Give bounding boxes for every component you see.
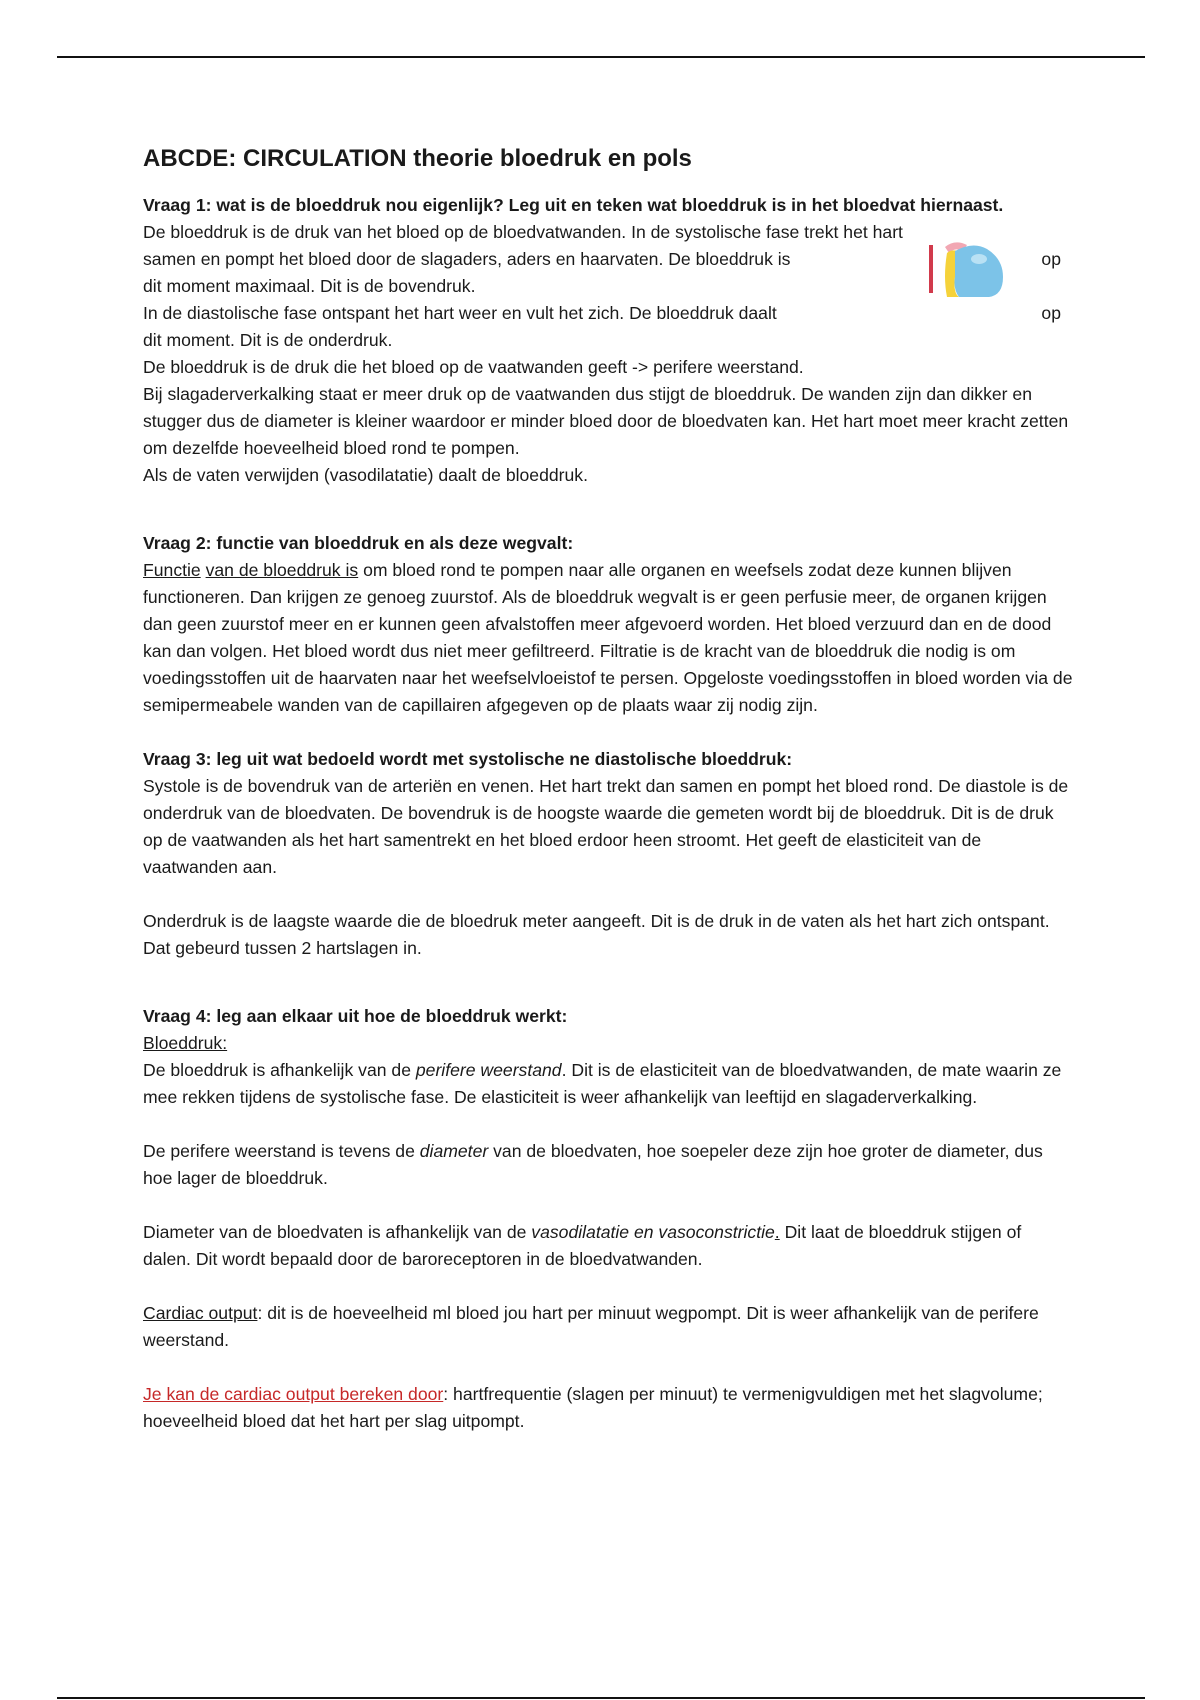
question-4-paragraph-5: Je kan de cardiac output bereken door: hartfrequentie (slagen per minuut) te vermenigvuldigen met het slagvolume; hoeveelheid bloed dat het hart per slag uitpompt.	[143, 1384, 1043, 1431]
question-2-answer	[143, 557, 1073, 719]
q1-line-3: dit moment maximaal. Dit is de bovendruk.	[143, 276, 476, 296]
page-title: ABCDE: CIRCULATION theorie bloedruk en pols	[143, 145, 692, 172]
q2-body: om bloed rond te pompen naar alle organen en weefsels zodat deze kunnen blijven functioneren. Dan krijgen ze genoeg zuurstof. Als de bloeddruk wegvalt is er geen perfusie meer, de organen krijgen dan geen zuurstof meer en er kunnen geen afvalstoffen meer afgevoerd worden. Het bloed verzuurd dan en de dood kan dan volgen. Het bloed wordt dus niet meer gefiltreerd. Filtratie is de kracht van de bloeddruk die nodig is om voedingsstoffen uit de haarvaten naar het weefselvloeistof te persen. Opgeloste voedingsstoffen in bloed worden via de semipermeabele wanden van de capillairen afgegeven op de plaats waar zij nodig zijn.	[143, 560, 1073, 715]
question-3-paragraph-1: Systole is de bovendruk van de arteriën en venen. Het hart trekt dan samen en pompt het bloed rond. De diastole is de onderdruk van de bloedvaten. De bovendruk is de hoogste waarde die gemeten wordt bij de bloeddruk. Dit is de druk op de vaatwanden als het hart samentrekt en het bloed erdoor heen stroomt. Het geeft de elasticiteit van de vaatwanden aan.	[143, 776, 1069, 877]
q2-underlined-1: Functie	[143, 560, 201, 580]
question-4-subheading: Bloeddruk:	[143, 1033, 228, 1053]
q1-line-8: Als de vaten verwijden (vasodilatatie) daalt de bloeddruk.	[143, 465, 588, 485]
question-3-heading: Vraag 3: leg uit wat bedoeld wordt met systolische ne diastolische bloeddruk:	[143, 749, 793, 769]
question-4-paragraph-1: De bloeddruk is afhankelijk van de perifere weerstand. Dit is de elasticiteit van de bloedvatwanden, de mate waarin ze mee rekken tijdens de systolische fase. De elasticiteit is weer afhankelijk van leeftijd en slagaderverkalking.	[143, 1060, 1062, 1107]
q1-line-4: In de diastolische fase ontspant het hart weer en vult het zich. De bloeddruk daalt op	[143, 300, 1073, 327]
q1-line-4-end: op	[1041, 303, 1061, 323]
q2-underlined-2: van de bloeddruk is	[205, 560, 359, 580]
blood-vessel-figure	[925, 237, 1025, 307]
q1-line-2-end: op	[1041, 249, 1061, 269]
question-1-answer	[143, 219, 1073, 489]
question-3-paragraph-2: Onderdruk is de laagste waarde die de bloedruk meter aangeeft. Dit is de druk in de vaten als het hart zich ontspant. Dat gebeurd tussen 2 hartslagen in.	[143, 911, 1050, 958]
question-4-heading: Vraag 4: leg aan elkaar uit hoe de bloeddruk werkt:	[143, 1006, 568, 1026]
red-underlined-phrase: Je kan de cardiac output bereken door	[143, 1384, 444, 1404]
bottom-rule	[57, 1697, 1145, 1699]
question-4-paragraph-2: De perifere weerstand is tevens de diameter van de bloedvaten, hoe soepeler deze zijn hoe groter de diameter, dus hoe lager de bloeddruk.	[143, 1141, 1043, 1188]
question-2-heading: Vraag 2: functie van bloeddruk en als deze wegvalt:	[143, 533, 574, 553]
question-1-heading: Vraag 1: wat is de bloeddruk nou eigenlijk? Leg uit en teken wat bloeddruk is in het bloedvat hiernaast.	[143, 195, 1004, 215]
q1-line-1: De bloeddruk is de druk van het bloed op de bloedvatwanden. In de systolische fase trekt het hart	[143, 222, 903, 242]
document-body	[143, 144, 1073, 1435]
question-4-paragraph-3: Diameter van de bloedvaten is afhankelijk van de vasodilatatie en vasoconstrictie. Dit laat de bloeddruk stijgen of dalen. Dit wordt bepaald door de baroreceptoren in de bloedvatwanden.	[143, 1222, 1022, 1269]
q1-line-2: samen en pompt het bloed door de slagaders, aders en haarvaten. De bloeddruk is op	[143, 246, 1073, 273]
q1-line-5: dit moment. Dit is de onderdruk.	[143, 330, 393, 350]
vessel-red-bar	[929, 245, 933, 293]
question-4-paragraph-4: Cardiac output: dit is de hoeveelheid ml bloed jou hart per minuut wegpompt. Dit is weer afhankelijk van de perifere weerstand.	[143, 1303, 1039, 1350]
top-rule	[57, 56, 1145, 58]
q1-line-6: De bloeddruk is de druk die het bloed op de vaatwanden geeft -> perifere weerstand.	[143, 357, 804, 377]
vessel-blue-shape	[955, 245, 1004, 297]
vessel-highlight	[971, 254, 987, 264]
q1-line-7: Bij slagaderverkalking staat er meer druk op de vaatwanden dus stijgt de bloeddruk. De wanden zijn dan dikker en stugger dus de diameter is kleiner waardoor er minder bloed door de bloedvaten kan. Het hart moet meer kracht zetten om dezelfde hoeveelheid bloed rond te pompen.	[143, 384, 1069, 458]
